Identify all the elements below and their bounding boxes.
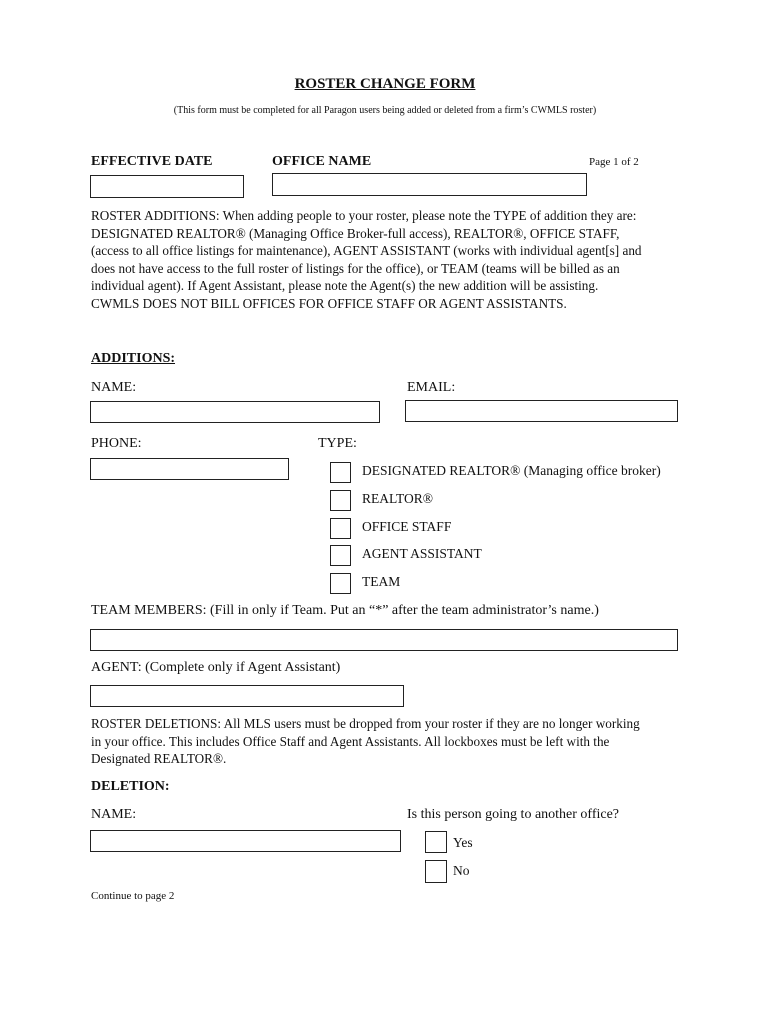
office-name-field[interactable] xyxy=(272,173,587,196)
type-designated-realtor-label: DESIGNATED REALTOR® (Managing office broker) xyxy=(362,463,661,478)
team-members-label: TEAM MEMBERS: (Fill in only if Team. Put an “*” after the team administrator’s name.) xyxy=(91,603,599,618)
addition-type-label: TYPE: xyxy=(318,436,357,451)
instruction-line: Designated REALTOR®. xyxy=(91,751,227,766)
office-name-label: OFFICE NAME xyxy=(272,154,372,169)
effective-date-field[interactable] xyxy=(90,175,244,198)
additions-heading: ADDITIONS: xyxy=(91,351,176,366)
addition-email-label: EMAIL: xyxy=(407,380,456,395)
type-office-staff-label: OFFICE STAFF xyxy=(362,519,452,534)
deletion-name-field[interactable] xyxy=(90,830,401,852)
addition-phone-label: PHONE: xyxy=(91,436,142,451)
type-realtor-label: REALTOR® xyxy=(362,491,434,506)
instruction-line: ROSTER DELETIONS: All MLS users must be dropped from your roster if they are no longer working xyxy=(91,716,640,731)
roster-additions-instructions xyxy=(91,207,691,312)
agent-field[interactable] xyxy=(90,685,404,707)
team-members-field[interactable] xyxy=(90,629,678,651)
addition-phone-field[interactable] xyxy=(90,458,289,480)
form-subtitle: (This form must be completed for all Paragon users being added or deleted from a firm’s CWMLS roster) xyxy=(173,105,597,116)
addition-name-label: NAME: xyxy=(91,380,137,395)
addition-email-field[interactable] xyxy=(405,400,678,422)
instruction-line: CWMLS DOES NOT BILL OFFICES FOR OFFICE STAFF OR AGENT ASSISTANTS. xyxy=(91,295,567,311)
type-team-checkbox[interactable] xyxy=(330,573,351,594)
type-team-label: TEAM xyxy=(362,574,401,589)
continue-note: Continue to page 2 xyxy=(91,890,175,902)
instruction-line: ROSTER ADDITIONS: When adding people to your roster, please note the TYPE of addition they are: xyxy=(91,208,637,223)
page-indicator: Page 1 of 2 xyxy=(589,156,639,168)
addition-name-field[interactable] xyxy=(90,401,380,423)
another-office-question: Is this person going to another office? xyxy=(407,807,620,822)
instruction-line: DESIGNATED REALTOR® (Managing Office Broker-full access), REALTOR®, OFFICE STAFF, xyxy=(91,225,620,241)
deletion-heading: DELETION: xyxy=(91,779,170,794)
type-agent-assistant-checkbox[interactable] xyxy=(330,545,351,566)
deletion-name-label: NAME: xyxy=(91,807,137,822)
roster-deletions-instructions xyxy=(91,715,691,768)
type-realtor-checkbox[interactable] xyxy=(330,490,351,511)
agent-label: AGENT: (Complete only if Agent Assistant) xyxy=(91,660,341,675)
instruction-line: in your office. This includes Office Staff and Agent Assistants. All lockboxes must be left with the xyxy=(91,733,610,749)
form-title: ROSTER CHANGE FORM xyxy=(294,76,476,92)
type-designated-realtor-checkbox[interactable] xyxy=(330,462,351,483)
instruction-line: does not have access to the full roster of listings for the office), or TEAM (teams will be billed as an xyxy=(91,260,620,276)
another-office-yes-checkbox[interactable] xyxy=(425,831,447,853)
another-office-yes-label: Yes xyxy=(453,835,473,850)
instruction-line: individual agent). If Agent Assistant, please note the Agent(s) the new addition will be assisting. xyxy=(91,278,599,293)
another-office-no-checkbox[interactable] xyxy=(425,860,447,883)
another-office-no-label: No xyxy=(453,863,470,878)
type-agent-assistant-label: AGENT ASSISTANT xyxy=(362,546,482,561)
instruction-line: (access to all office listings for maintenance), AGENT ASSISTANT (works with individual agent[s] and xyxy=(91,243,642,258)
type-office-staff-checkbox[interactable] xyxy=(330,518,351,539)
effective-date-label: EFFECTIVE DATE xyxy=(91,154,213,169)
